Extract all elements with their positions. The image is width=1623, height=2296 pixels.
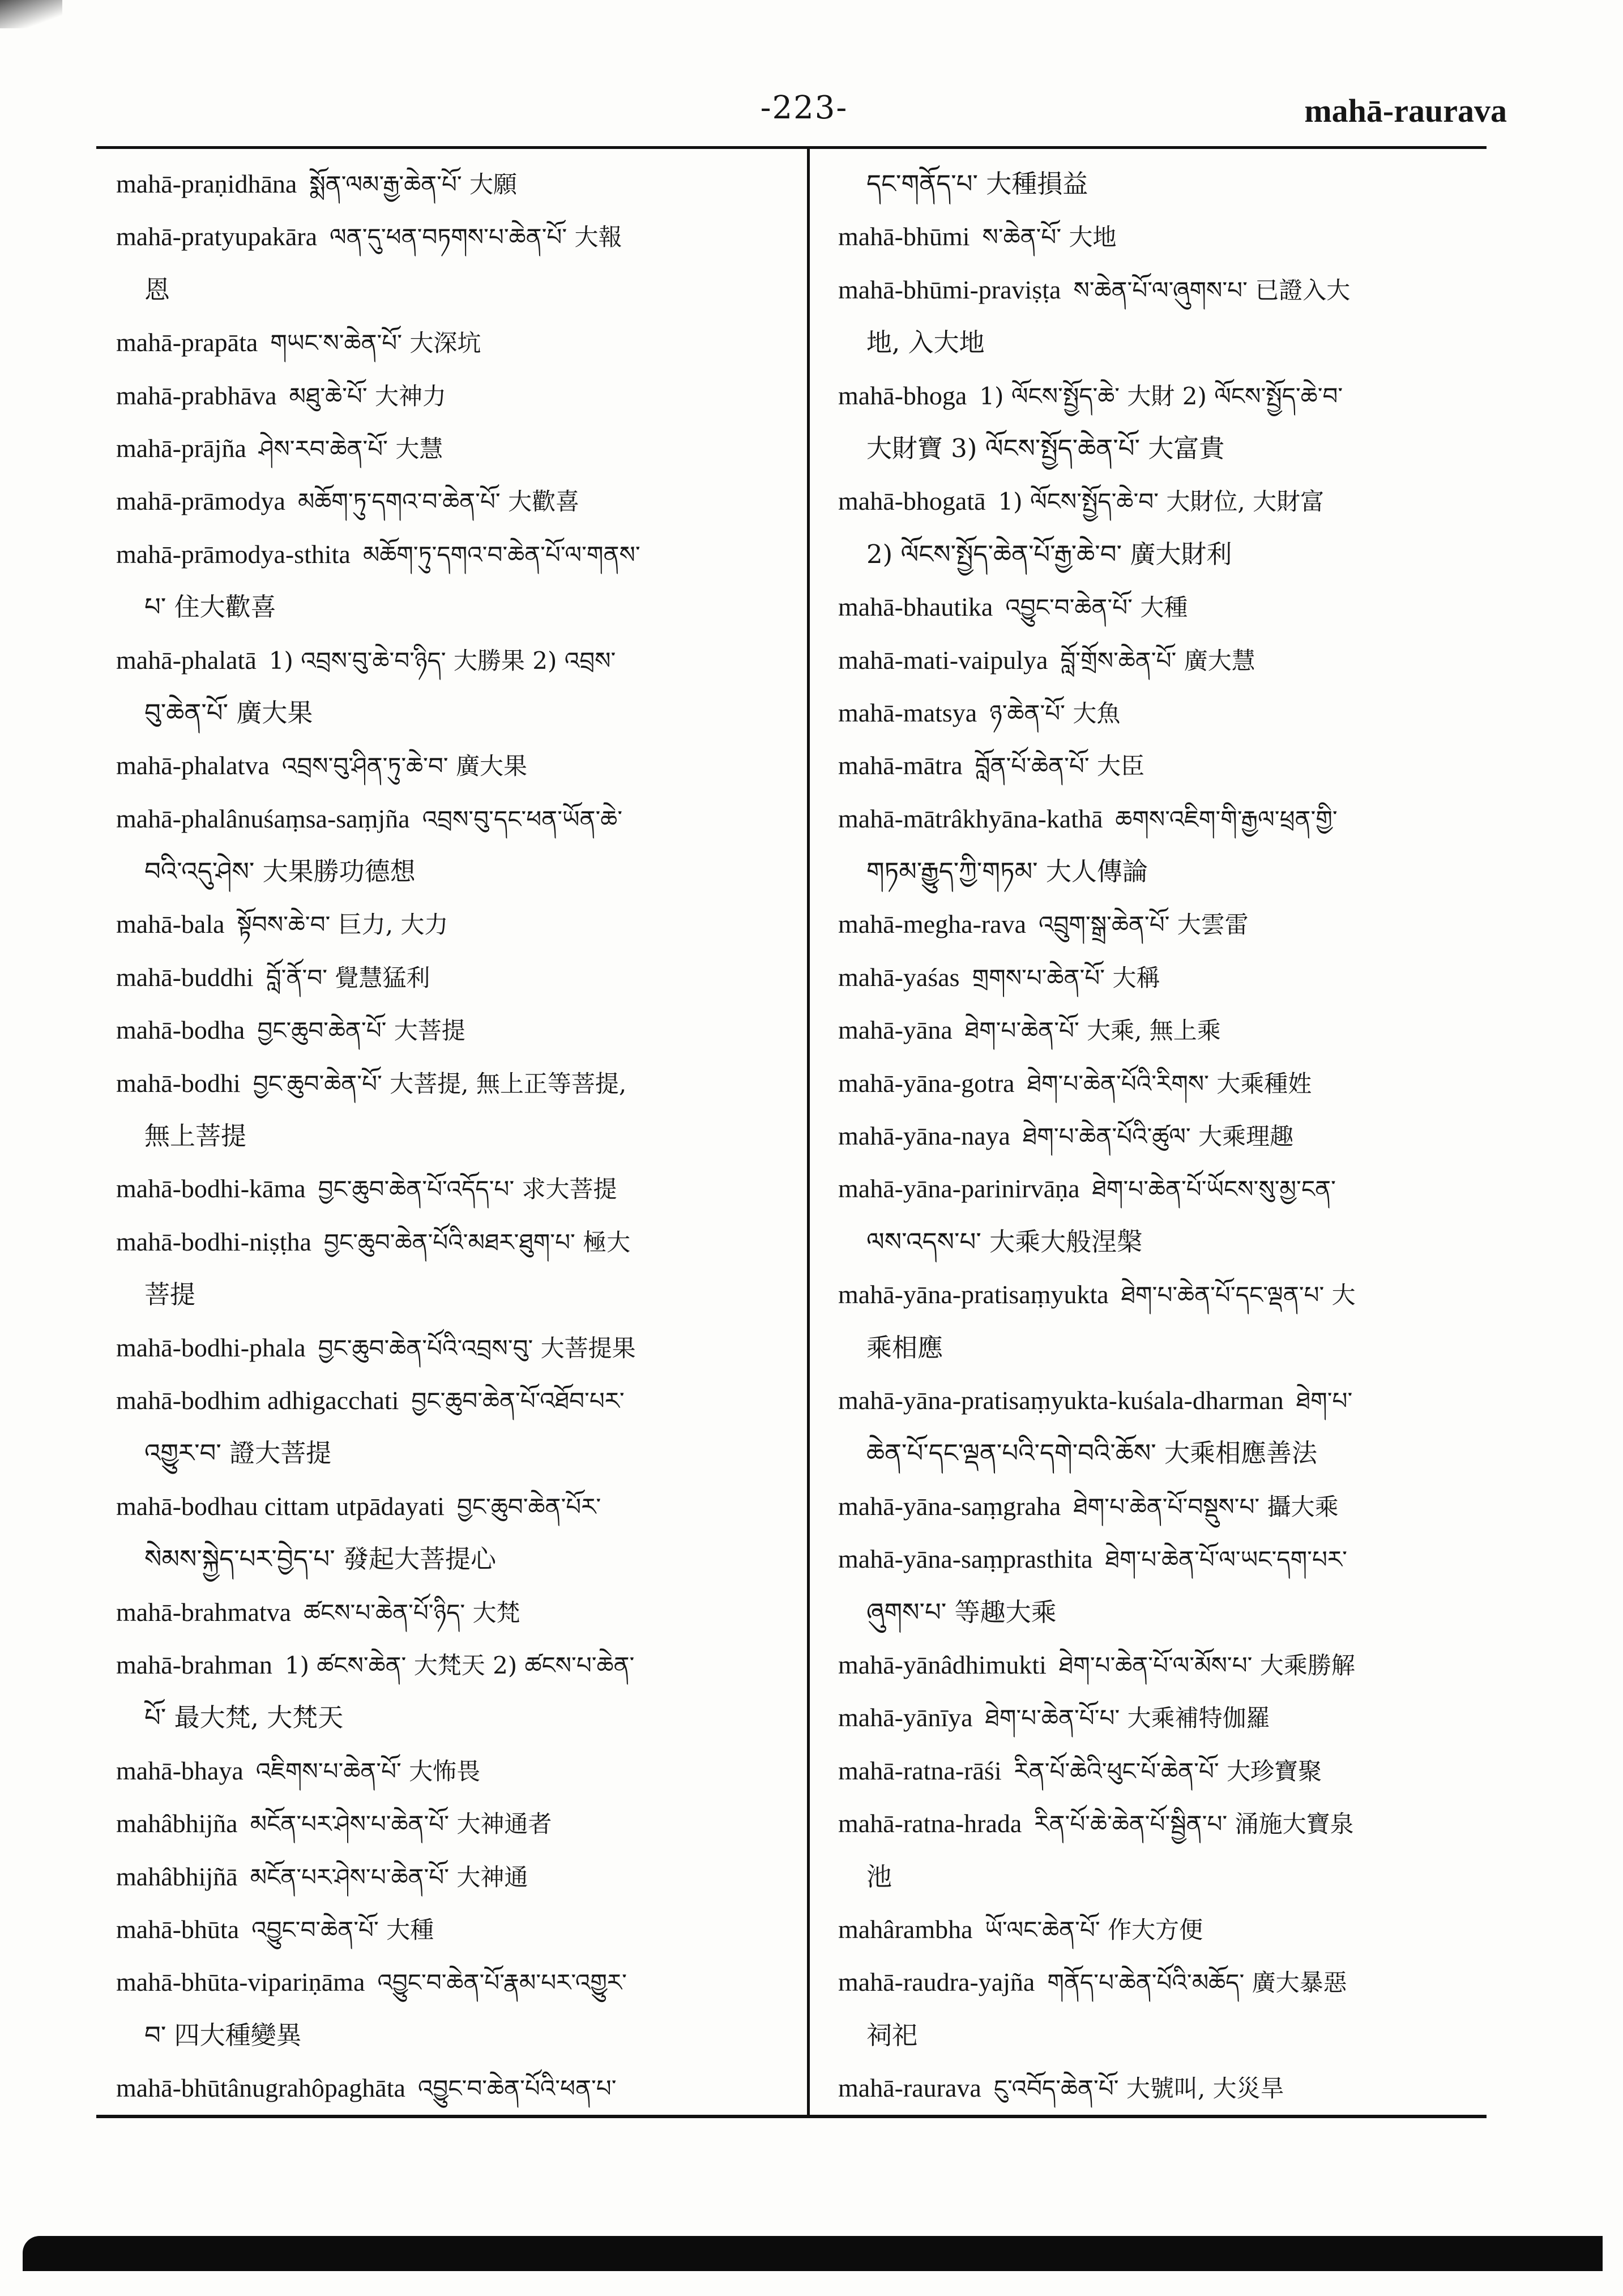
entry-translation: 1) ལོངས་སྤྱོད་ཆེ་བ་ 大財位, 大財富	[998, 488, 1325, 516]
entry-headword: mahā-prapāta	[116, 328, 258, 357]
entry-translation: 2) ལོངས་སྤྱོད་ཆེན་པོ་རྒྱ་ཆེ་བ་ 廣大財利	[866, 539, 1232, 569]
entry-translation: 恩	[144, 274, 170, 305]
entry-headword: mahā-bodhi-kāma	[116, 1174, 306, 1204]
entry-headword: mahā-raurava	[838, 2073, 981, 2103]
dictionary-entry	[838, 739, 1492, 792]
dictionary-entry	[838, 2062, 1492, 2114]
entry-headword: mahā-matsya	[838, 698, 977, 727]
entry-headword: mahā-yāna-saṃprasthita	[838, 1544, 1093, 1574]
entry-translation: སྟོབས་ཆེ་བ་ 巨力, 大力	[237, 911, 449, 939]
entry-headword: mahā-mātra	[838, 751, 963, 780]
dictionary-entry	[116, 1057, 779, 1109]
entry-continuation	[116, 845, 779, 898]
dictionary-entry	[116, 528, 779, 581]
entry-headword: mahā-ratna-hrada	[838, 1809, 1022, 1838]
dictionary-entry	[838, 581, 1492, 633]
entry-translation: ས་ཆེན་པོ་ལ་ཞུགས་པ་ 已證入大	[1073, 276, 1351, 304]
dictionary-entry	[838, 1268, 1492, 1321]
running-head: mahā-raurava	[1304, 92, 1507, 129]
entry-headword: mahā-megha-rava	[838, 910, 1027, 939]
entry-headword: mahā-yāna-gotra	[838, 1068, 1015, 1098]
entry-headword: mahā-bodhi	[116, 1068, 241, 1098]
dictionary-entry	[838, 263, 1492, 316]
entry-translation: བྱང་ཆུབ་ཆེན་པོ་ 大菩提, 無上正等菩提,	[253, 1069, 627, 1098]
entry-translation: 池	[866, 1861, 892, 1892]
entry-translation: ཐེག་པ་ཆེན་པོ་ལ་མོས་པ་ 大乘勝解	[1058, 1651, 1355, 1679]
entry-headword: mahā-phalatva	[116, 751, 270, 780]
entry-translation: ཐེག་པ་ཆེན་པོ་དང་ལྡན་པ་ 大	[1121, 1281, 1356, 1309]
entry-headword: mahā-phalânuśaṃsa-saṃjña	[116, 804, 410, 833]
dictionary-entry	[838, 1480, 1492, 1533]
entry-continuation	[838, 2009, 1492, 2062]
entry-continuation	[116, 1109, 779, 1162]
page-number: -223-	[760, 89, 848, 126]
entry-translation: པོ་ 最大梵, 大梵天	[144, 1702, 344, 1733]
entry-continuation	[116, 2009, 779, 2062]
entry-continuation	[838, 1427, 1492, 1479]
dictionary-entry	[116, 951, 779, 1004]
entry-translation: འབྲས་བུ་དང་ཕན་ཡོན་ཆེ་	[422, 805, 623, 833]
entry-continuation	[838, 422, 1492, 475]
dictionary-entry	[116, 422, 779, 475]
entry-translation: འགྱུར་བ་ 證大菩提	[144, 1438, 332, 1469]
entry-translation: གནོད་པ་ཆེན་པོའི་མཆོད་ 廣大暴惡	[1047, 1969, 1347, 1997]
entry-translation: 大財寶 3) ལོངས་སྤྱོད་ཆེན་པོ་ 大富貴	[866, 433, 1225, 463]
entry-translation: བྱང་ཆུབ་ཆེན་པོ་འཐོབ་པར་	[411, 1386, 625, 1415]
entry-translation: འཇིགས་པ་ཆེན་པོ་ 大怖畏	[255, 1757, 481, 1785]
entry-translation: མཐུ་ཆེ་པོ་ 大神力	[289, 382, 447, 410]
entry-headword: mahā-bhautika	[838, 592, 993, 622]
entry-translation: ཐེག་པ་ཆེན་པོའི་རིགས་ 大乘種姓	[1027, 1069, 1312, 1098]
entry-translation: ལས་འདས་པ་ 大乘大般涅槃	[866, 1226, 1143, 1257]
entry-continuation	[116, 686, 779, 739]
entry-translation: སེམས་སྐྱེད་པར་བྱེད་པ་ 發起大菩提心	[144, 1544, 496, 1574]
dictionary-entry	[116, 2062, 779, 2114]
entry-translation: མངོན་པར་ཤེས་པ་ཆེན་པོ་ 大神通	[250, 1863, 528, 1891]
dictionary-entry	[838, 792, 1492, 845]
dictionary-entry	[116, 1903, 779, 1956]
dictionary-entry	[838, 369, 1492, 422]
dictionary-entry	[838, 686, 1492, 739]
entry-translation: བློ་ནོ་བ་ 覺慧猛利	[266, 963, 430, 992]
dictionary-entry	[116, 1850, 779, 1903]
entry-headword: mahā-yānīya	[838, 1703, 973, 1732]
dictionary-entry	[838, 1057, 1492, 1109]
dictionary-entry	[838, 1374, 1492, 1427]
entry-translation: གཡང་ས་ཆེན་པོ་ 大深坑	[270, 329, 481, 357]
entry-translation: མངོན་པར་ཤེས་པ་ཆེན་པོ་ 大神通者	[250, 1810, 552, 1838]
right-column	[838, 157, 1492, 2114]
entry-headword: mahā-yāna-pratisaṃyukta	[838, 1280, 1109, 1309]
entry-continuation	[116, 1427, 779, 1479]
entry-continuation	[838, 1586, 1492, 1638]
entry-translation: མཆོག་ཏུ་དགའ་བ་ཆེན་པོ་ 大歡喜	[297, 488, 580, 516]
entry-headword: mahā-bhaya	[116, 1756, 244, 1785]
entry-continuation	[116, 1268, 779, 1321]
entry-headword: mahâbhijñā	[116, 1862, 238, 1891]
entry-headword: mahā-yāna	[838, 1015, 953, 1045]
entry-headword: mahā-phalatā	[116, 645, 257, 675]
dictionary-entry	[838, 898, 1492, 950]
entry-continuation	[838, 157, 1492, 210]
entry-headword: mahā-yāna-naya	[838, 1121, 1010, 1151]
entry-translation: བྱང་ཆུབ་ཆེན་པོ་ 大菩提	[257, 1017, 465, 1045]
entry-headword: mahā-yāna-pratisaṃyukta-kuśala-dharman	[838, 1385, 1284, 1415]
entry-headword: mahā-prabhāva	[116, 381, 277, 410]
dictionary-entry	[838, 1533, 1492, 1585]
entry-translation: འབྲུག་སྒྲ་ཆེན་པོ་ 大雲雷	[1039, 911, 1249, 939]
entry-headword: mahā-pratyupakāra	[116, 222, 318, 251]
entry-translation: 無上菩提	[144, 1121, 247, 1151]
entry-translation: ཡོ་ལང་ཆེན་པོ་ 作大方便	[985, 1915, 1203, 1944]
column-divider	[807, 147, 810, 2117]
entry-headword: mahā-bhūta-vipariṇāma	[116, 1968, 365, 1997]
entry-translation: 1) ཚངས་ཆེན་ 大梵天 2) ཚངས་པ་ཆེན་	[284, 1651, 635, 1679]
entry-headword: mahā-ratna-rāśi	[838, 1756, 1002, 1785]
dictionary-entry	[116, 634, 779, 686]
entry-translation: 1) འབྲས་བུ་ཆེ་བ་ཉིད་ 大勝果 2) འབྲས་	[268, 646, 616, 675]
entry-translation: ལན་དུ་ཕན་བཏགས་པ་ཆེན་པོ་ 大報	[330, 223, 622, 251]
dictionary-entry	[116, 1956, 779, 2008]
entry-headword: mahā-bhogatā	[838, 486, 986, 516]
entry-translation: བ་ 四大種變異	[144, 2020, 302, 2050]
entry-headword: mahā-bodhim adhigacchati	[116, 1385, 399, 1415]
entry-headword: mahâbhijña	[116, 1809, 238, 1838]
scan-bottom-edge	[23, 2236, 1603, 2271]
entry-headword: mahā-yāna-parinirvāṇa	[838, 1174, 1080, 1204]
entry-translation: 乘相應	[866, 1332, 943, 1363]
entry-translation: ཐེག་པ་ཆེན་པོ་ཡོངས་སུ་མྱ་ངན་	[1092, 1175, 1336, 1204]
entry-headword: mahā-bhūmi-praviṣṭa	[838, 275, 1061, 304]
entry-continuation	[838, 528, 1492, 581]
dictionary-entry	[838, 634, 1492, 686]
entry-headword: mahā-bhūmi	[838, 222, 970, 251]
entry-headword: mahā-bodhi-niṣṭha	[116, 1227, 311, 1256]
dictionary-entry	[838, 1903, 1492, 1956]
entry-headword: mahā-mati-vaipulya	[838, 645, 1048, 675]
dictionary-entry	[116, 792, 779, 845]
entry-headword: mahā-bodhau cittam utpādayati	[116, 1491, 445, 1521]
entry-continuation	[838, 316, 1492, 369]
dictionary-entry	[838, 210, 1492, 263]
entry-translation: བྱང་ཆུབ་ཆེན་པོའི་འབྲས་བུ་ 大菩提果	[318, 1334, 636, 1362]
entry-translation: བའི་འདུ་ཤེས་ 大果勝功德想	[144, 856, 416, 887]
dictionary-entry	[838, 1797, 1492, 1850]
dictionary-entry	[116, 1638, 779, 1691]
entry-headword: mahā-mātrâkhyāna-kathā	[838, 804, 1103, 833]
entry-translation: གྲགས་པ་ཆེན་པོ་ 大稱	[972, 963, 1160, 992]
entry-headword: mahā-brahman	[116, 1650, 272, 1679]
entry-continuation	[838, 1321, 1492, 1374]
entry-translation: ཐེག་པ་ཆེན་པོ་ལ་ཡང་དག་པར་	[1105, 1546, 1347, 1574]
entry-translation: ངུ་འབོད་ཆེན་པོ་ 大號叫, 大災旱	[993, 2075, 1284, 2103]
entry-continuation	[116, 581, 779, 633]
dictionary-entry	[838, 1004, 1492, 1056]
entry-translation: བྱང་ཆུབ་ཆེན་པོའི་མཐར་ཐུག་པ་ 極大	[323, 1228, 631, 1256]
entry-headword: mahā-praṇidhāna	[116, 169, 297, 198]
dictionary-entry	[116, 1744, 779, 1797]
entry-headword: mahā-prāmodya	[116, 486, 285, 516]
entry-translation: ཚངས་པ་ཆེན་པོ་ཉིད་ 大梵	[304, 1598, 520, 1627]
entry-headword: mahā-bhūta	[116, 1914, 240, 1944]
entry-translation: ཐེག་པ་ཆེན་པོ་ 大乘, 無上乘	[964, 1017, 1221, 1045]
dictionary-entry	[838, 951, 1492, 1004]
dictionary-entry	[116, 898, 779, 950]
entry-translation: ཞུགས་པ་ 等趣大乘	[866, 1597, 1057, 1627]
entry-translation: གཏམ་རྒྱུད་ཀྱི་གཏམ་ 大人傳論	[866, 856, 1148, 887]
entry-headword: mahā-raudra-yajña	[838, 1968, 1035, 1997]
entry-headword: mahā-prājña	[116, 433, 246, 463]
entry-headword: mahā-bodhi-phala	[116, 1333, 306, 1362]
entry-translation: ཤེས་རབ་ཆེན་པོ་ 大慧	[258, 434, 443, 463]
entry-translation: ཆགས་འཇིག་གི་རྒྱལ་ཕྲན་གྱི་	[1115, 805, 1338, 833]
entry-translation: མཆོག་ཏུ་དགའ་བ་ཆེན་པོ་ལ་གནས་	[362, 540, 640, 569]
entry-headword: mahā-buddhi	[116, 962, 254, 992]
entry-translation: འབྱུང་བ་ཆེན་པོ་ 大種	[251, 1915, 434, 1944]
dictionary-entry	[116, 210, 779, 263]
dictionary-entry	[116, 157, 779, 210]
dictionary-entry	[838, 1638, 1492, 1691]
entry-continuation	[838, 845, 1492, 898]
left-column	[116, 157, 779, 2114]
dictionary-entry	[116, 1321, 779, 1374]
entry-translation: དང་གནོད་པ་ 大種損益	[866, 169, 1088, 199]
entry-translation: བྱང་ཆུབ་ཆེན་པོ་འདོད་པ་ 求大菩提	[318, 1175, 617, 1204]
entry-headword: mahā-bodha	[116, 1015, 245, 1045]
dictionary-entry	[116, 1374, 779, 1427]
entry-headword: mahā-brahmatva	[116, 1597, 292, 1627]
entry-translation: ཐེག་པ་ཆེན་པོ་བསྡུས་པ་ 攝大乘	[1073, 1492, 1339, 1521]
entry-translation: བྱང་ཆུབ་ཆེན་པོར་	[456, 1492, 601, 1521]
dictionary-entry	[838, 1162, 1492, 1215]
entry-continuation	[838, 1215, 1492, 1268]
dictionary-entry	[116, 1162, 779, 1215]
entry-translation: རིན་པོ་ཆེའི་ཕུང་པོ་ཆེན་པོ་ 大珍寶聚	[1014, 1757, 1322, 1785]
entry-continuation	[116, 263, 779, 316]
entry-translation: སྨོན་ལམ་རྒྱ་ཆེན་པོ་ 大願	[309, 170, 518, 198]
entry-headword: mahârambha	[838, 1914, 973, 1944]
dictionary-entry	[838, 1956, 1492, 2008]
dictionary-entry	[116, 316, 779, 369]
dictionary-entry	[116, 369, 779, 422]
dictionary-entry	[116, 1004, 779, 1056]
entry-translation: འབྱུང་བ་ཆེན་པོ་ 大種	[1005, 594, 1188, 622]
entry-translation: 祠祀	[866, 2020, 918, 2050]
dictionary-entry	[838, 1109, 1492, 1162]
entry-translation: བུ་ཆེན་པོ་ 廣大果	[144, 697, 313, 728]
entry-translation: ཐེག་པ་ཆེན་པོ་པ་ 大乘補特伽羅	[985, 1704, 1270, 1732]
entry-continuation	[116, 1533, 779, 1585]
dictionary-entry	[116, 1797, 779, 1850]
entry-translation: བློ་གྲོས་ཆེན་པོ་ 廣大慧	[1060, 646, 1255, 675]
entry-continuation	[116, 1691, 779, 1744]
entry-headword: mahā-prāmodya-sthita	[116, 539, 351, 569]
entry-translation: བློན་པོ་ཆེན་པོ་ 大臣	[975, 752, 1144, 780]
top-rule	[96, 146, 1487, 149]
entry-translation: ཐེག་པ་ཆེན་པོའི་ཚུལ་ 大乘理趣	[1022, 1123, 1294, 1151]
dictionary-entry	[116, 475, 779, 527]
dictionary-entry	[116, 1480, 779, 1533]
dictionary-entry	[838, 475, 1492, 527]
entry-translation: རིན་པོ་ཆེ་ཆེན་པོ་སྦྱིན་པ་ 涌施大寶泉	[1034, 1810, 1354, 1838]
scan-corner-mark	[0, 0, 62, 28]
entry-translation: འབྱུང་བ་ཆེན་པོ་རྣམ་པར་འགྱུར་	[377, 1969, 627, 1997]
entry-headword: mahā-yaśas	[838, 962, 960, 992]
dictionary-entry	[116, 1586, 779, 1638]
entry-translation: པ་ 住大歡喜	[144, 592, 276, 622]
entry-translation: ཆེན་པོ་དང་ལྡན་པའི་དགེ་བའི་ཆོས་ 大乘相應善法	[866, 1438, 1318, 1469]
entry-translation: ས་ཆེན་པོ་ 大地	[982, 223, 1117, 251]
entry-translation: ཐེག་པ་	[1296, 1386, 1353, 1415]
entry-translation: འབྲས་བུ་ཤིན་ཏུ་ཆེ་བ་ 廣大果	[281, 752, 527, 780]
entry-translation: 菩提	[144, 1279, 196, 1310]
dictionary-entry	[116, 739, 779, 792]
entry-headword: mahā-yāna-saṃgraha	[838, 1491, 1061, 1521]
entry-translation: འབྱུང་བ་ཆེན་པོའི་ཕན་པ་	[417, 2075, 617, 2103]
entry-translation: ཉ་ཆེན་པོ་ 大魚	[989, 699, 1121, 727]
entry-headword: mahā-bhoga	[838, 381, 967, 410]
dictionary-entry	[838, 1691, 1492, 1744]
entry-headword: mahā-bala	[116, 910, 225, 939]
entry-translation: 1) ལོངས་སྤྱོད་ཆེ་ 大財 2) ལོངས་སྤྱོད་ཆེ་བ་	[979, 382, 1343, 410]
entry-continuation	[838, 1850, 1492, 1903]
bottom-rule	[96, 2115, 1487, 2118]
dictionary-entry	[116, 1215, 779, 1268]
entry-headword: mahā-yānâdhimukti	[838, 1650, 1047, 1679]
entry-translation: 地, 入大地	[866, 327, 985, 358]
dictionary-entry	[838, 1744, 1492, 1797]
entry-headword: mahā-bhūtânugrahôpaghāta	[116, 2073, 405, 2103]
